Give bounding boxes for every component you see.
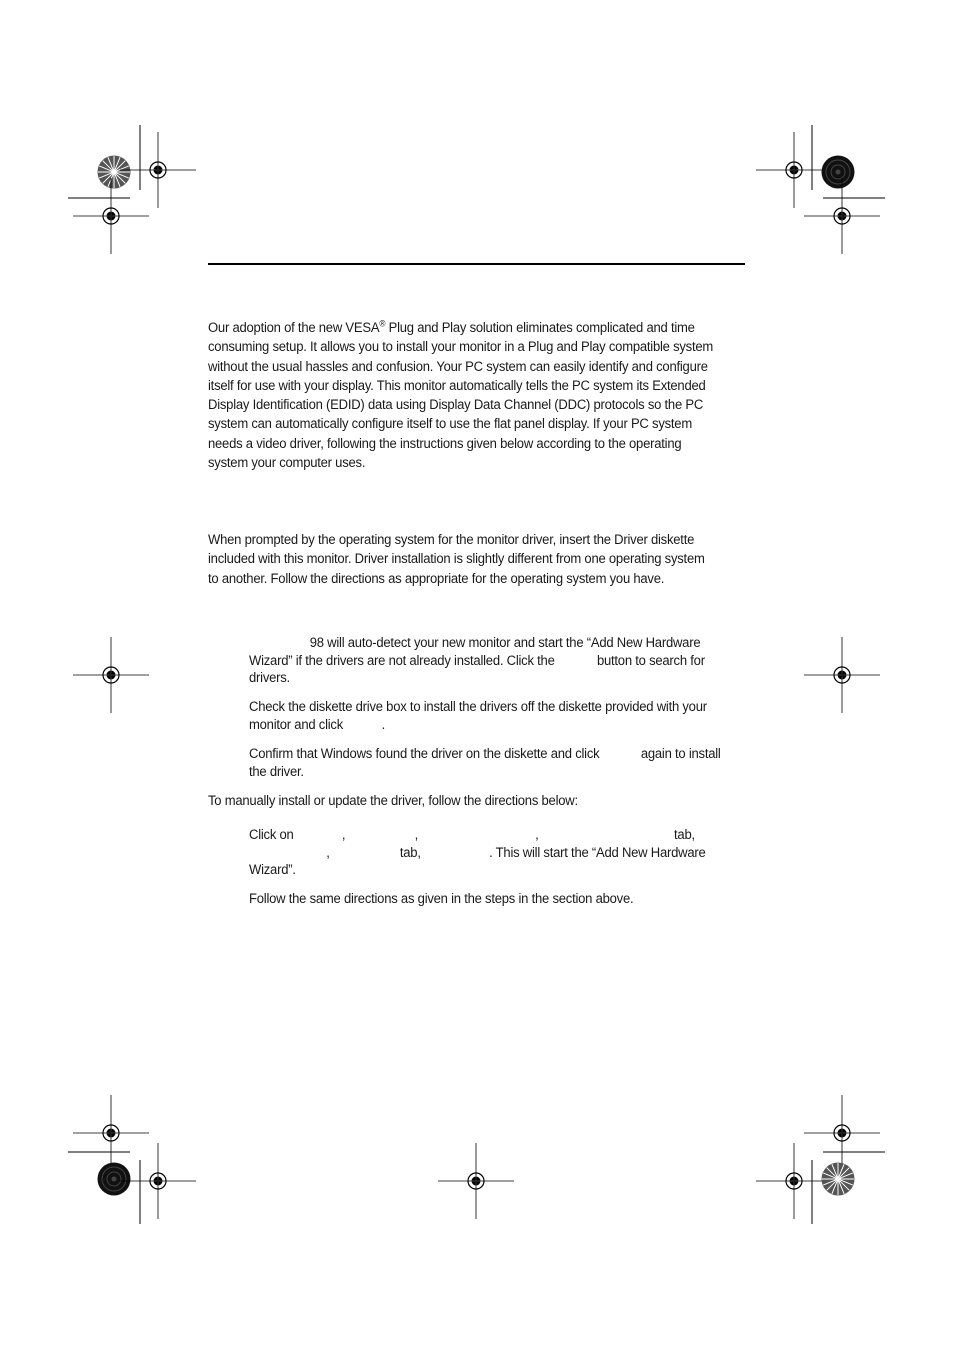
manual-install-intro: To manually install or update the driver, follow the directions below:: [208, 793, 578, 809]
manual-step-1: Click on , , , tab, , tab, . This will start the “Add New Hardware Wizard”.: [249, 827, 706, 878]
manual-step-2: Follow the same directions as given in the steps in the section above.: [249, 891, 634, 907]
registered-mark: ®: [379, 318, 386, 329]
auto-step-1: 98 will auto-detect your new monitor and start the “Add New Hardware Wizard” if the drivers are not already installed. Click the button to search for drivers.: [249, 635, 705, 686]
auto-step-3: Confirm that Windows found the driver on the diskette and click again to install the driver.: [249, 746, 721, 780]
plug-and-play-paragraph: Our adoption of the new VESA® Plug and Play solution eliminates complicated and time consuming setup. It allows you to install your monitor in a Plug and Play compatible system without the usual hassles and confusion. Your PC system can easily identify and configure itself for use with your display. This monitor automatically tells the PC system its Extended Display Identification (EDID) data using Display Data Channel (DDC) protocols so the PC system can automatically configure itself to use the flat panel display. If your PC system needs a video driver, following the instructions given below according to the operating system your computer uses.: [208, 318, 714, 472]
auto-step-2: Check the diskette drive box to install the drivers off the diskette provided with your monitor and click .: [249, 699, 707, 733]
driver-prompt-paragraph: When prompted by the operating system for the monitor driver, insert the Driver diskette included with this monitor. Driver installation is slightly different from one operating system to another. Follow the directions as appropriate for the operating system you have.: [208, 532, 705, 587]
